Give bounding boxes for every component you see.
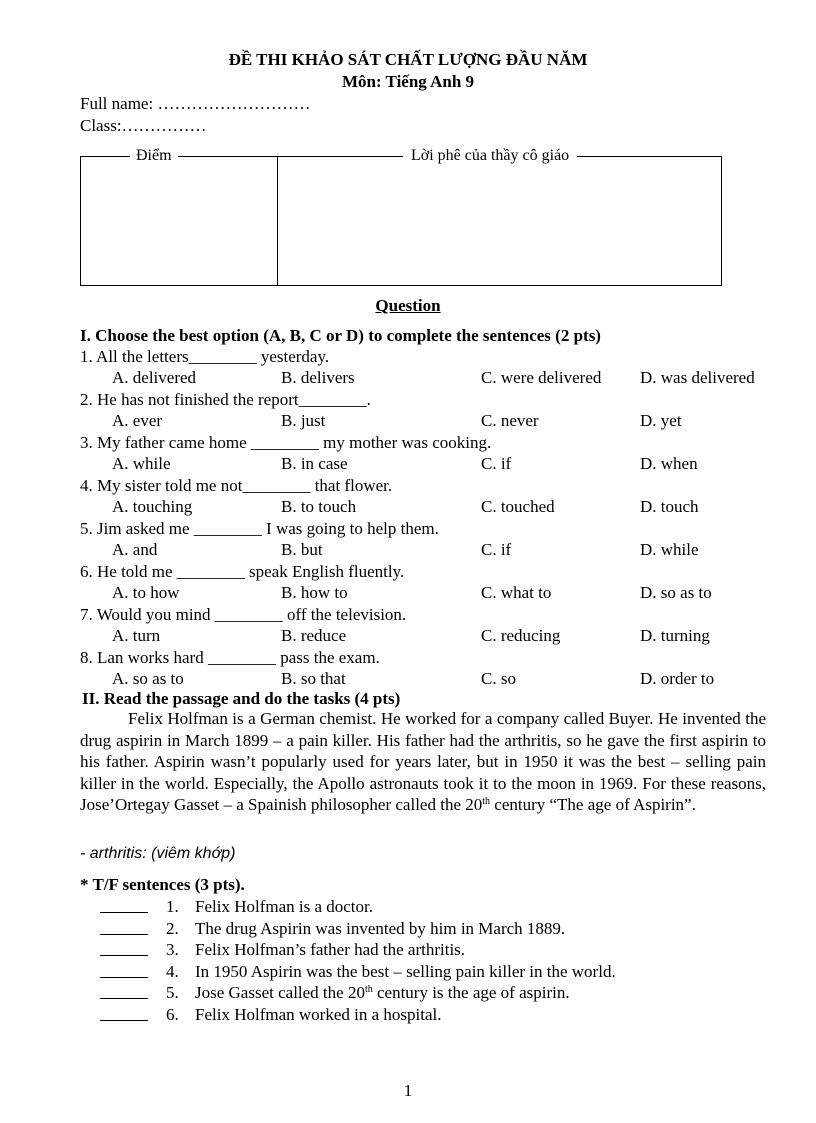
answer-option[interactable]: B. delivers: [281, 368, 355, 387]
score-label: Điểm: [130, 147, 178, 165]
answer-option[interactable]: C. if: [481, 454, 512, 473]
answer-option[interactable]: D. turning: [640, 626, 710, 645]
tf-number: 6.: [166, 1004, 179, 1024]
question-heading: Question: [375, 296, 441, 315]
answer-blank[interactable]: [100, 939, 148, 956]
answer-blank[interactable]: [100, 1004, 148, 1021]
question-stem: 6. He told me ________ speak English fluently.: [80, 562, 405, 581]
teacher-comment-label: Lời phê của thầy cô giáo: [403, 147, 577, 165]
tf-statement-sup: th: [364, 984, 373, 995]
answer-blank[interactable]: [100, 982, 148, 999]
answer-option[interactable]: C. were delivered: [481, 368, 602, 387]
tf-number: 2.: [166, 918, 179, 938]
answer-option[interactable]: C. reducing: [481, 626, 561, 645]
answer-option[interactable]: B. but: [281, 540, 323, 559]
class-field: Class:……………: [80, 116, 207, 135]
answer-option[interactable]: D. order to: [640, 669, 715, 688]
answer-option[interactable]: D. so as to: [640, 583, 712, 602]
tf-number: 4.: [166, 961, 179, 981]
answer-option[interactable]: A. delivered: [112, 368, 197, 387]
answer-option[interactable]: C. touched: [481, 497, 555, 516]
question-stem: 3. My father came home ________ my mother was cooking.: [80, 433, 492, 452]
score-box-divider: [277, 156, 278, 286]
answer-blank[interactable]: [100, 961, 148, 978]
tf-statement: [195, 939, 465, 960]
exam-subject: Môn: Tiếng Anh 9: [341, 72, 475, 91]
answer-option[interactable]: D. while: [640, 540, 699, 559]
section1-title: I. Choose the best option (A, B, C or D) to complete the sentences (2 pts): [80, 326, 601, 345]
reading-passage: [80, 708, 766, 816]
answer-option[interactable]: D. when: [640, 454, 698, 473]
answer-option[interactable]: A. while: [112, 454, 171, 473]
option-row: [0, 625, 816, 646]
option-row: [0, 410, 816, 431]
answer-option[interactable]: C. so: [481, 669, 516, 688]
answer-blank[interactable]: [100, 918, 148, 935]
tf-statement: [195, 961, 616, 982]
full-name-field: Full name: ………………………: [80, 94, 311, 113]
option-row: [0, 496, 816, 517]
answer-option[interactable]: A. so as to: [112, 669, 184, 688]
tf-statement-text: In 1950 Aspirin was the best – selling pain killer in the world.: [195, 961, 616, 981]
tf-title: * T/F sentences (3 pts).: [80, 875, 245, 894]
answer-option[interactable]: C. never: [481, 411, 539, 430]
tf-number: 1.: [166, 897, 179, 916]
answer-option[interactable]: A. touching: [112, 497, 193, 516]
answer-option[interactable]: A. ever: [112, 411, 163, 430]
tf-statement-text: Felix Holfman’s father had the arthritis.: [195, 940, 466, 959]
option-row: [0, 453, 816, 474]
exam-title: ĐỀ THI KHẢO SÁT CHẤT LƯỢNG ĐẦU NĂM: [228, 50, 588, 69]
tf-statement: [195, 982, 570, 1003]
question-stem: 1. All the letters________ yesterday.: [80, 347, 330, 366]
answer-option[interactable]: B. so that: [281, 669, 346, 688]
section2-title: II. Read the passage and do the tasks (4 pts): [82, 689, 401, 708]
question-stem: 8. Lan works hard ________ pass the exam.: [80, 648, 380, 667]
tf-statement-text: Jose Gasset called the 20: [195, 983, 365, 1002]
answer-option[interactable]: B. reduce: [281, 626, 347, 645]
answer-blank[interactable]: [100, 896, 148, 913]
answer-option[interactable]: B. in case: [281, 454, 348, 473]
option-row: [0, 539, 816, 560]
tf-statement-text: Felix Holfman worked in a hospital.: [195, 1004, 442, 1024]
tf-statement: [195, 1004, 441, 1025]
answer-option[interactable]: A. to how: [112, 583, 180, 602]
tf-statement: [195, 918, 565, 939]
page-number: 1: [403, 1081, 413, 1100]
tf-statement-text: The drug Aspirin was invented by him in March 1889.: [195, 918, 566, 938]
passage-sup: th: [482, 796, 491, 807]
question-stem: 7. Would you mind ________ off the television.: [80, 605, 407, 624]
option-row: [0, 668, 816, 689]
answer-option[interactable]: B. just: [281, 411, 326, 430]
answer-option[interactable]: D. yet: [640, 411, 682, 430]
answer-option[interactable]: D. was delivered: [640, 368, 755, 387]
answer-option[interactable]: C. what to: [481, 583, 552, 602]
answer-option[interactable]: B. how to: [281, 583, 348, 602]
question-stem: 2. He has not finished the report________.: [80, 390, 371, 409]
question-stem: 4. My sister told me not________ that flower.: [80, 476, 393, 495]
passage-text-end: century “The age of Aspirin”.: [490, 795, 696, 814]
answer-option[interactable]: A. and: [112, 540, 158, 559]
question-stem: 5. Jim asked me ________ I was going to help them.: [80, 519, 439, 538]
answer-option[interactable]: C. if: [481, 540, 512, 559]
answer-option[interactable]: D. touch: [640, 497, 699, 516]
answer-option[interactable]: B. to touch: [281, 497, 357, 516]
tf-number: 5.: [166, 983, 179, 1002]
option-row: [0, 367, 816, 388]
answer-option[interactable]: A. turn: [112, 626, 161, 645]
tf-statement-text: Felix Holfman is a doctor.: [195, 897, 374, 916]
tf-statement-rest: century is the age of aspirin.: [372, 983, 570, 1002]
vocabulary-note: - arthritis: (viêm khớp): [80, 845, 236, 862]
option-row: [0, 582, 816, 603]
tf-number: 3.: [166, 940, 179, 959]
tf-statement: [195, 896, 373, 917]
score-box-frame: [80, 156, 722, 286]
passage-text: Felix Holfman is a German chemist. He worked for a company called Buyer. He invented the drug aspirin in March 1899 – a pain killer. His father had the arthritis, so he gave the first aspirin to his father. Aspirin wasn’t popularly used for years later, but in 1950 it was the best – selling pain killer in the world. Especially, the Apollo astronauts took it to the moon in 1969. For these reasons, Jose’Ortegay Gasset – a Spainish philosopher called the 20: [80, 709, 766, 814]
